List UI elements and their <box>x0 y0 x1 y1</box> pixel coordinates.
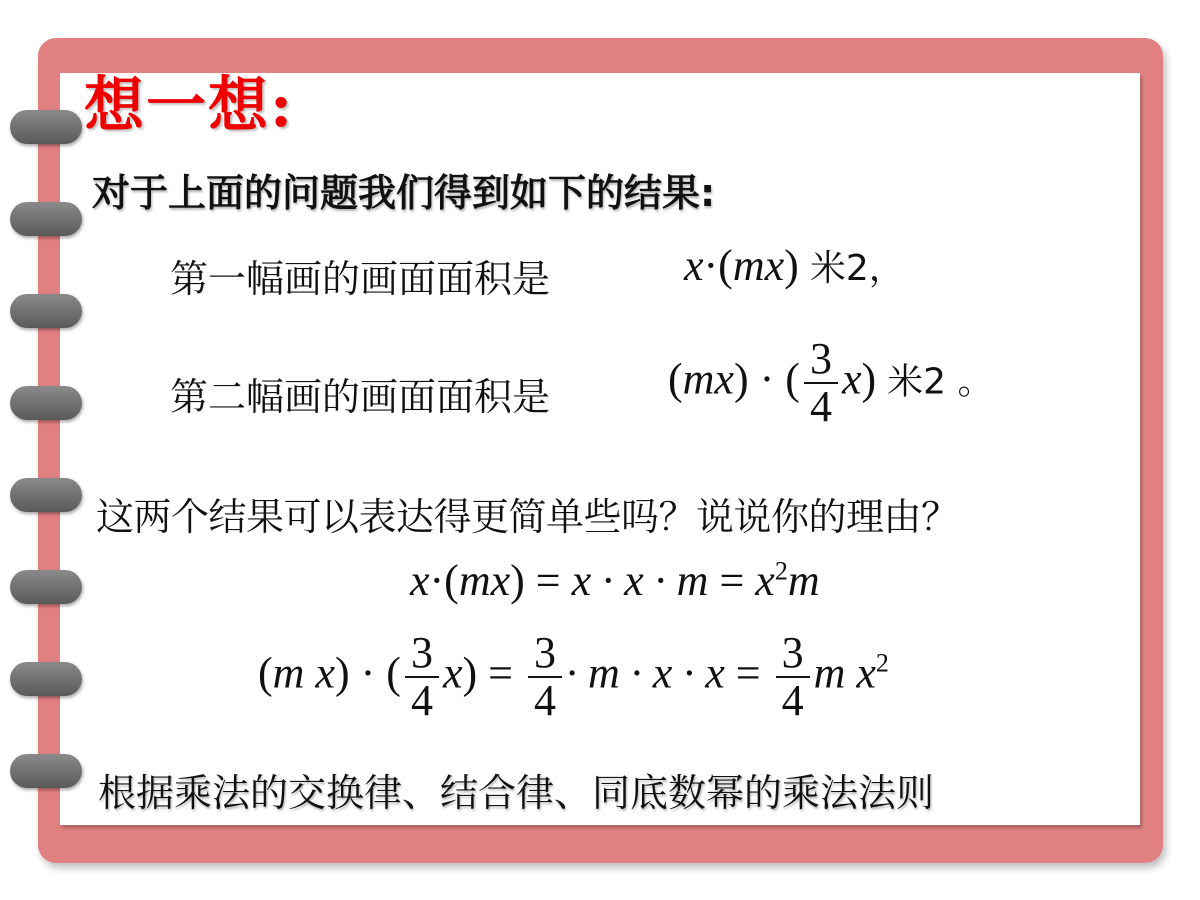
var-mx: mx <box>682 354 734 404</box>
var-mx: m x <box>272 648 335 698</box>
equation-1 <box>410 555 820 606</box>
product-term: x · x · m <box>571 556 709 605</box>
result2-expression <box>668 336 993 430</box>
page-title: 想一想: <box>84 71 295 141</box>
binder-ring <box>10 386 82 420</box>
question-text: 这两个结果可以表达得更简单些吗？说说你的理由？ <box>96 495 959 539</box>
fraction <box>776 630 810 724</box>
fraction-denominator: 4 <box>776 676 810 724</box>
var-x: x <box>684 241 704 290</box>
close-paren: ) <box>784 241 799 290</box>
result1-label: 第一幅画的画面面积是 <box>170 257 551 301</box>
var-mx: mx <box>458 556 511 605</box>
fraction <box>528 630 562 724</box>
dot-paren: ·( <box>429 556 459 605</box>
equals-sign: = <box>735 648 761 698</box>
fraction-denominator: 4 <box>405 676 439 724</box>
equals-sign: = <box>719 556 745 605</box>
binder-ring <box>10 110 82 144</box>
result2-unit: 米2 。 <box>887 361 994 403</box>
exponent: 2 <box>875 648 889 678</box>
binder-ring <box>10 662 82 696</box>
open-paren: ( <box>258 648 273 698</box>
dot-paren: ) · ( <box>334 648 401 698</box>
var-x: x <box>442 648 463 698</box>
binder-ring <box>10 294 82 328</box>
fraction-denominator: 4 <box>804 382 838 430</box>
fraction <box>804 336 838 430</box>
close-paren: ) <box>861 354 877 404</box>
fraction <box>405 630 439 724</box>
result1-unit: 米2， <box>809 248 905 289</box>
fraction-numerator: 3 <box>809 334 832 383</box>
binder-ring <box>10 478 82 512</box>
exponent: 2 <box>774 556 788 586</box>
close-equals: ) = <box>510 556 561 605</box>
dot-paren: ) · ( <box>733 354 800 404</box>
var-mx: mx <box>732 241 785 290</box>
var-x: x <box>755 556 775 605</box>
result2-label: 第二幅画的画面面积是 <box>170 375 551 419</box>
dot-paren: ·( <box>703 241 733 290</box>
var-mx: m x <box>813 648 876 698</box>
fraction-numerator: 3 <box>410 628 433 677</box>
fraction-numerator: 3 <box>781 628 804 677</box>
conclusion-text: 根据乘法的交换律、结合律、同底数幂的乘法法则 <box>98 771 935 815</box>
var-x: x <box>841 354 862 404</box>
equation-2 <box>258 630 889 724</box>
var-m: m <box>787 556 820 605</box>
binder-ring <box>10 754 82 788</box>
open-paren: ( <box>668 354 683 404</box>
binder-ring <box>10 202 82 236</box>
intro-text: 对于上面的问题我们得到如下的结果: <box>92 171 716 215</box>
var-x: x <box>410 556 430 605</box>
product-term: · m · x · x <box>565 648 725 698</box>
binder-ring <box>10 570 82 604</box>
fraction-denominator: 4 <box>528 676 562 724</box>
close-equals: ) = <box>462 648 513 698</box>
result1-expression <box>684 240 905 291</box>
fraction-numerator: 3 <box>533 628 556 677</box>
